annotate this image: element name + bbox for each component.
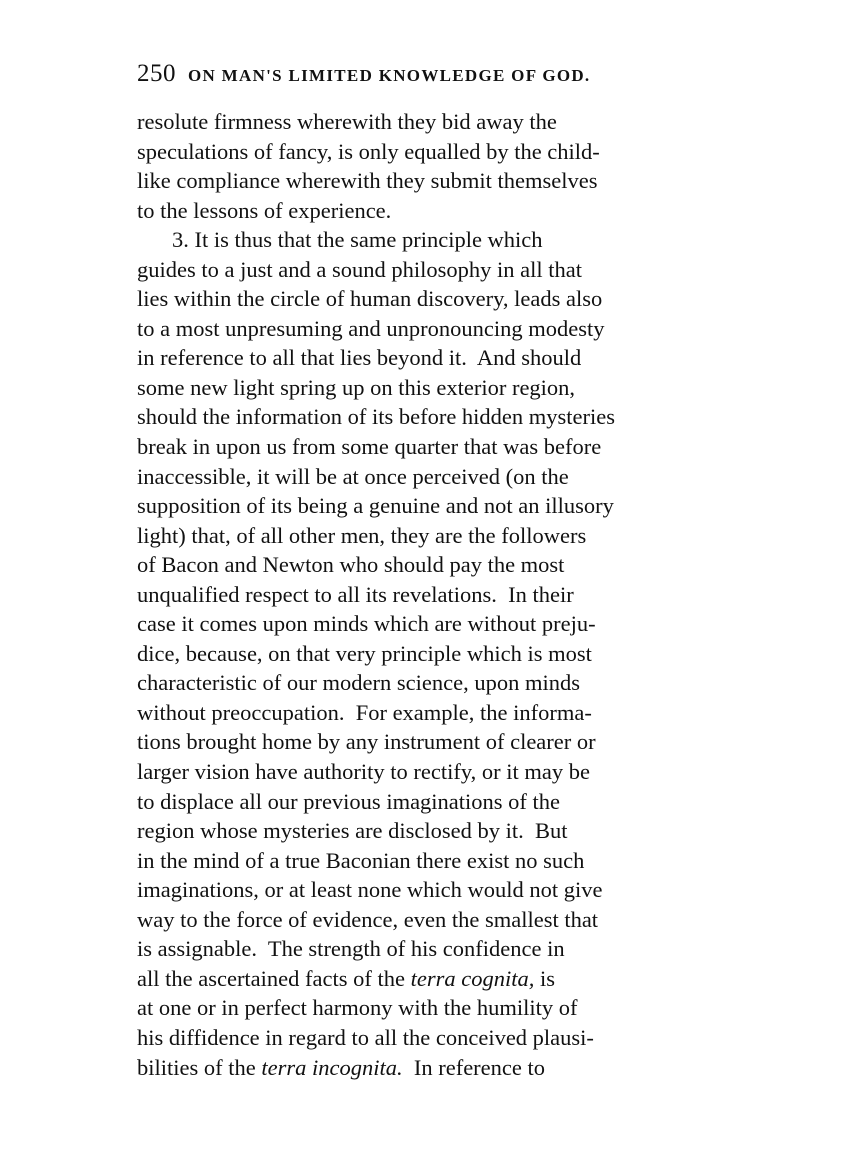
text-line [137, 580, 715, 610]
line-fragment: guides to a just and a sound philosophy in all that [137, 256, 582, 282]
line-fragment: in reference to all that lies beyond it. And should [137, 345, 582, 371]
text-line [137, 107, 715, 137]
line-fragment: lies within the circle of human discovery, leads also [137, 286, 603, 312]
line-fragment: 3. It is thus that the same principle which [172, 227, 543, 253]
line-fragment: to a most unpresuming and unpronouncing modesty [137, 315, 605, 341]
text-line [137, 905, 715, 935]
line-fragment: like compliance wherewith they submit themselves [137, 168, 598, 194]
text-line [137, 668, 715, 698]
line-fragment: speculations of fancy, is only equalled by the child- [137, 138, 600, 164]
text-line [137, 727, 715, 757]
text-line [137, 402, 715, 432]
line-fragment: in the mind of a true Baconian there exist no such [137, 847, 585, 873]
line-fragment: should the information of its before hidden mysteries [137, 404, 616, 430]
body-text [137, 107, 715, 1082]
running-title: ON MAN'S LIMITED KNOWLEDGE OF GOD. [188, 66, 591, 85]
line-fragment: region whose mysteries are disclosed by it. But [137, 818, 568, 844]
text-line [137, 787, 715, 817]
line-fragment: way to the force of evidence, even the smallest that [137, 906, 599, 932]
text-line [137, 225, 715, 255]
text-line [137, 196, 715, 226]
line-fragment: In reference to [402, 1054, 546, 1080]
text-line [137, 846, 715, 876]
text-line [137, 166, 715, 196]
text-line [137, 462, 715, 492]
text-line [137, 255, 715, 285]
line-fragment: is assignable. The strength of his confidence in [137, 936, 565, 962]
text-line [137, 757, 715, 787]
text-line [137, 639, 715, 669]
line-fragment: of Bacon and Newton who should pay the most [137, 552, 565, 578]
running-head [137, 58, 737, 90]
line-fragment: imaginations, or at least none which would not give [137, 877, 603, 903]
text-line [137, 993, 715, 1023]
line-fragment: resolute firmness wherewith they bid away the [137, 109, 557, 134]
text-line [137, 550, 715, 580]
line-fragment: is [534, 965, 556, 991]
line-fragment: characteristic of our modern science, upon minds [137, 670, 580, 696]
text-line [137, 934, 715, 964]
line-fragment: dice, because, on that very principle which is most [137, 640, 592, 666]
text-line [137, 343, 715, 373]
line-fragment: light) that, of all other men, they are the followers [137, 522, 587, 548]
text-line [137, 284, 715, 314]
line-fragment: to the lessons of experience. [137, 197, 392, 223]
line-fragment: some new light spring up on this exterior region, [137, 374, 576, 400]
line-fragment: tions brought home by any instrument of clearer or [137, 729, 596, 755]
text-line [137, 1023, 715, 1053]
line-fragment: all the ascertained facts of the [137, 965, 411, 991]
line-fragment: bilities of the [137, 1054, 262, 1080]
line-fragment: supposition of its being a genuine and not an illusory [137, 493, 614, 519]
page-number: 250 [137, 60, 176, 87]
text-line [137, 1053, 715, 1083]
line-fragment: at one or in perfect harmony with the humility of [137, 995, 578, 1021]
italic-phrase: terra incognita. [261, 1054, 403, 1080]
italic-phrase: terra cognita, [410, 965, 535, 991]
line-fragment: break in upon us from some quarter that was before [137, 434, 602, 460]
text-line [137, 964, 715, 994]
line-fragment: larger vision have authority to rectify, or it may be [137, 759, 590, 785]
line-fragment: unqualified respect to all its revelations. In their [137, 581, 574, 607]
text-line [137, 609, 715, 639]
text-line [137, 816, 715, 846]
line-fragment: to displace all our previous imaginations of the [137, 788, 561, 814]
line-fragment: inaccessible, it will be at once perceived (on the [137, 463, 569, 489]
line-fragment: case it comes upon minds which are without preju- [137, 611, 596, 637]
line-fragment: his diffidence in regard to all the conceived plausi- [137, 1024, 594, 1050]
line-fragment: without preoccupation. For example, the informa- [137, 699, 592, 725]
text-line [137, 698, 715, 728]
text-line [137, 314, 715, 344]
text-line [137, 432, 715, 462]
text-line [137, 373, 715, 403]
text-line [137, 875, 715, 905]
text-line [137, 137, 715, 167]
text-line [137, 491, 715, 521]
text-line [137, 521, 715, 551]
